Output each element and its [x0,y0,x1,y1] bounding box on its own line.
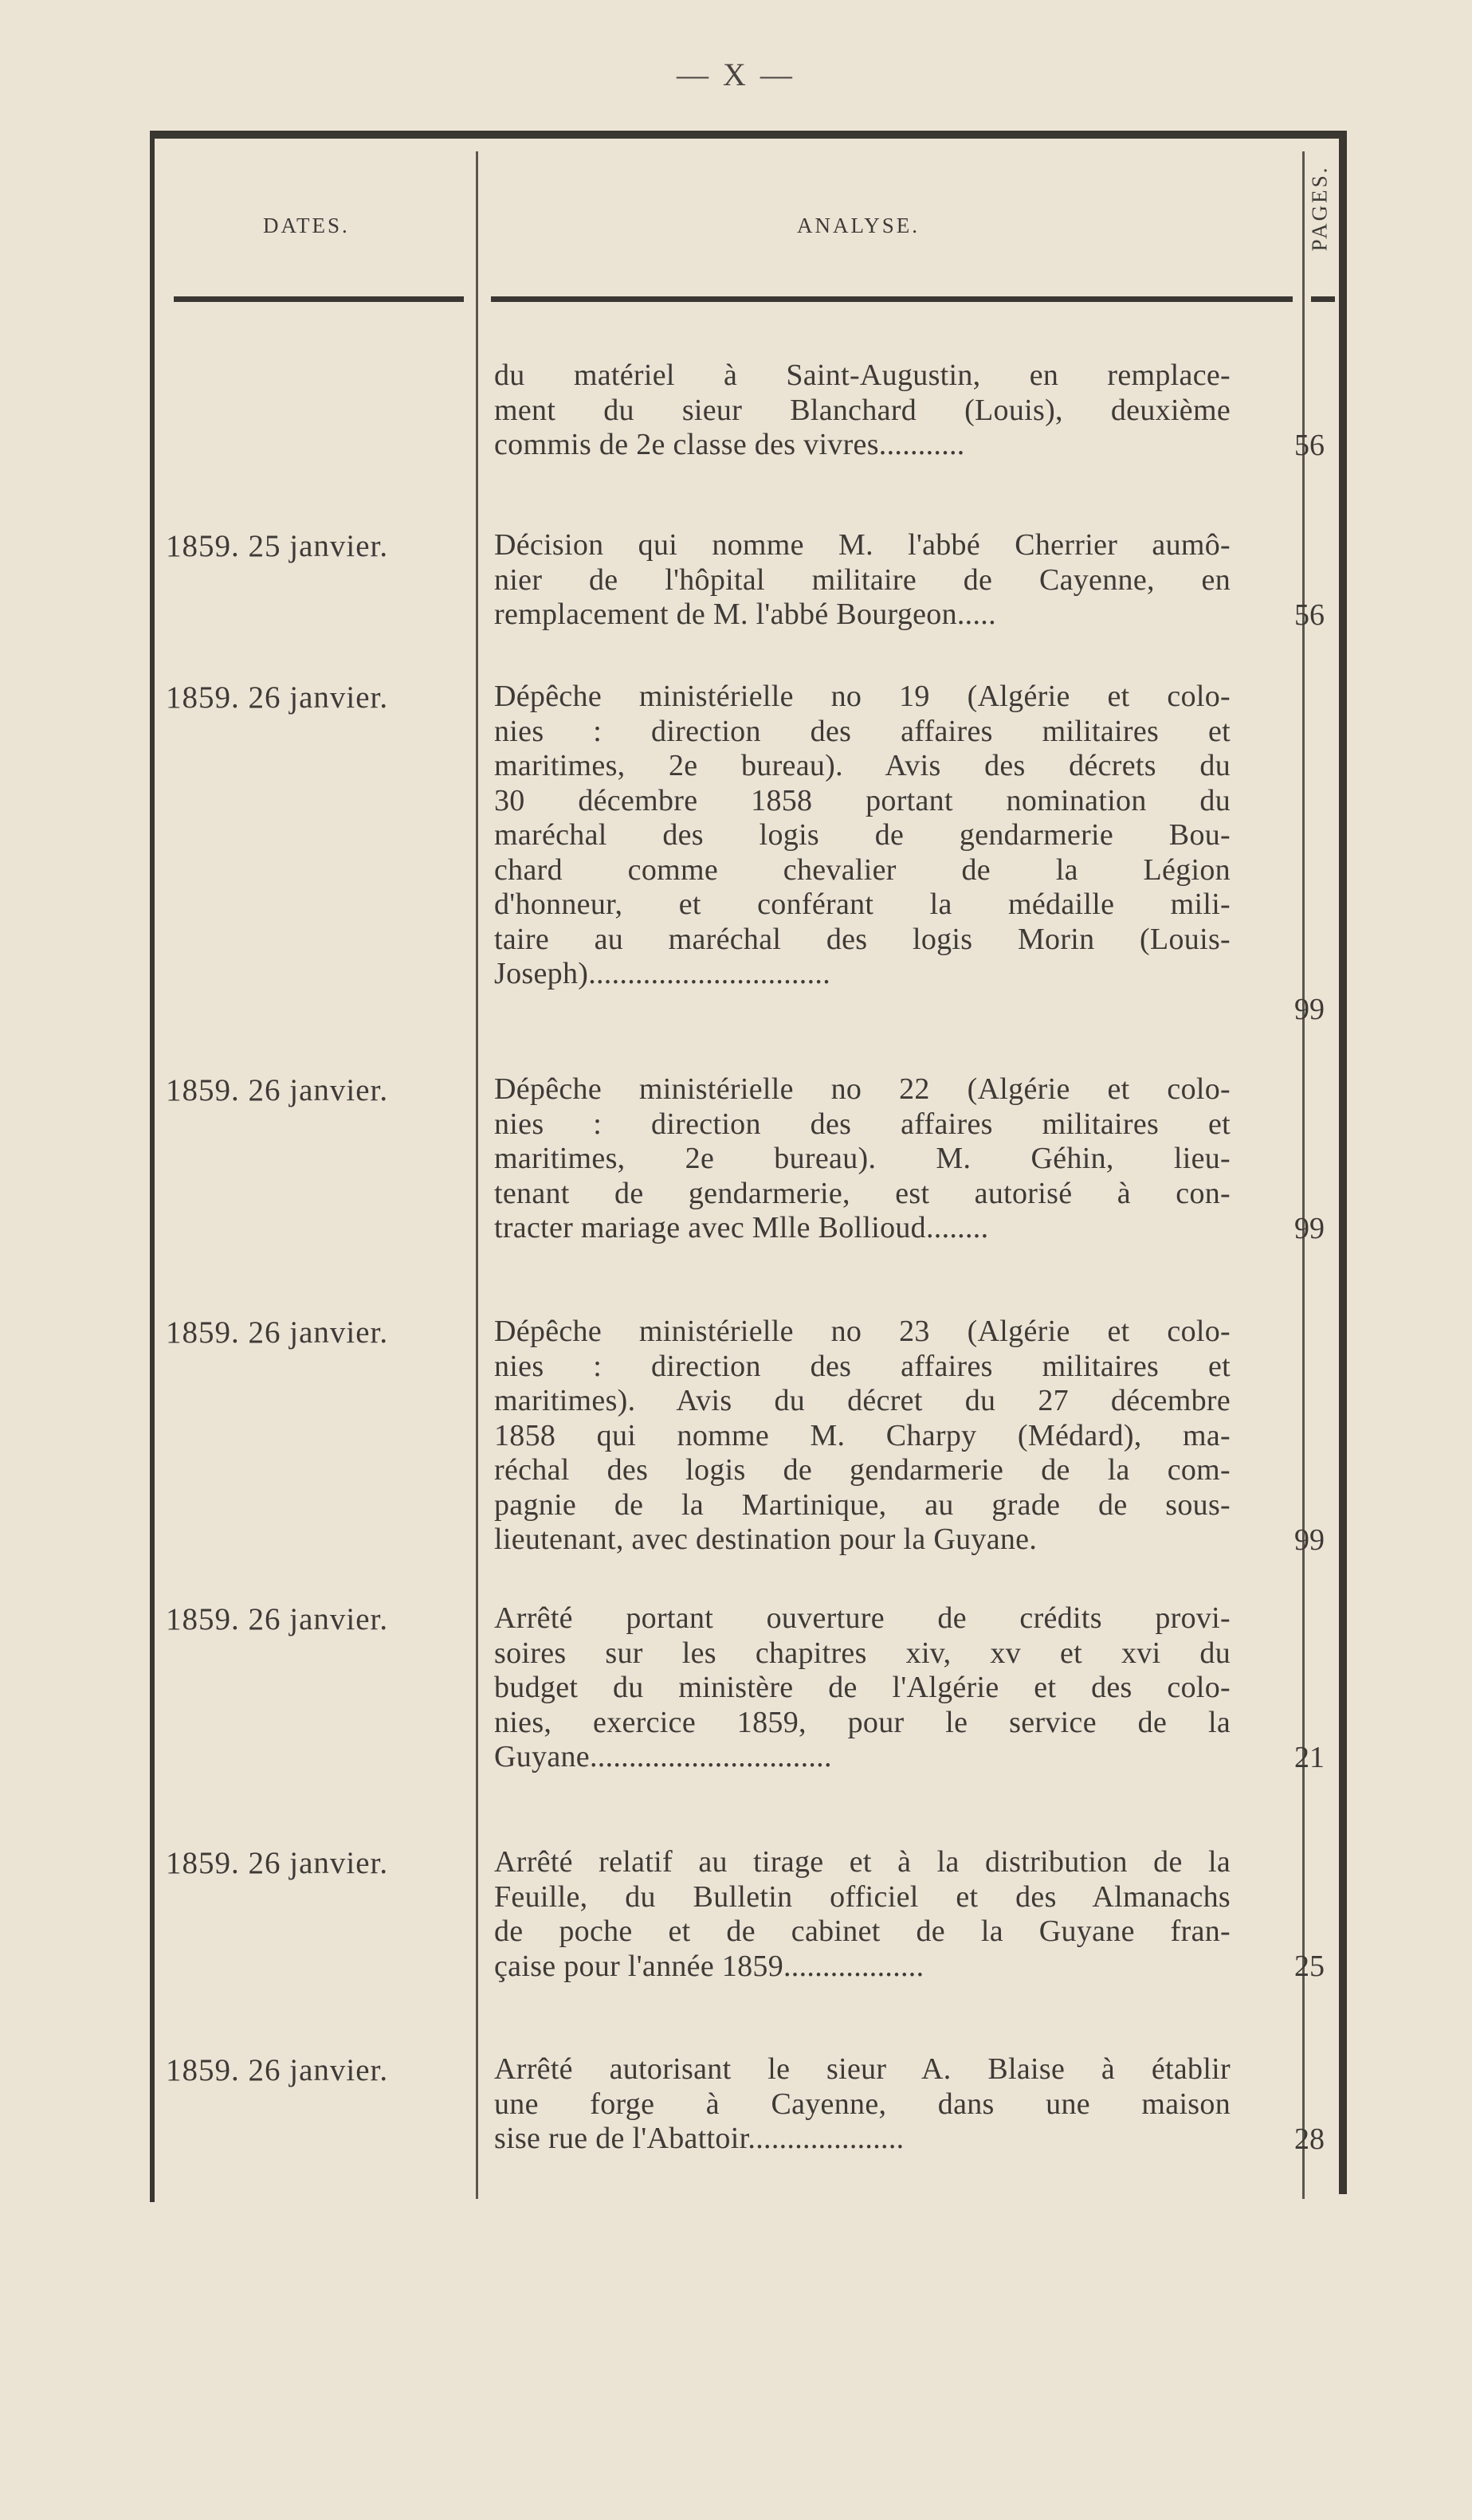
header-rule-analyse [491,296,1293,302]
entry-date: 1859. 26 janvier. [166,1602,389,1636]
header-analyse: ANALYSE. [797,214,920,237]
entry-page: 28 [1294,2122,1325,2156]
page-number: — X — [677,57,795,92]
entry-analysis: Dépêche ministérielle no 23 (Algérie et colo- nies : direction des affaires militaires et maritimes). Avis du décret du 27 décembre 1858 qui nomme M. Charpy (Médard), ma- réchal des logis de gendarmerie de la com- pagnie de la Martinique, au grade de sous- lieutenant, avec destination pour la Guyane. [494,1315,1231,1556]
entry-date: 1859. 26 janvier. [166,1846,389,1880]
entry-analysis: du matériel à Saint-Augustin, en remplace- ment du sieur Blanchard (Louis), deuxième commis de 2e classe des vivres........... [494,359,1231,461]
header-rule-pages [1311,296,1335,302]
entry-date: 1859. 26 janvier. [166,1315,389,1350]
entry-page: 99 [1294,1523,1325,1557]
entry-page: 25 [1294,1950,1325,1983]
entry-page: 56 [1294,429,1325,462]
entry-analysis: Arrêté portant ouverture de crédits provi- soires sur les chapitres xiv, xv et xvi du budget du ministère de l'Algérie et des colo- nies, exercice 1859, pour le service de la Guyane............................... [494,1601,1231,1773]
entry-analysis: Dépêche ministérielle no 19 (Algérie et colo- nies : direction des affaires militaires et maritimes, 2e bureau). Avis des décrets du 30 décembre 1858 portant nomination du maréchal des logis de gendarmerie Bou- chard comme chevalier de la Légion d'honneur, et conférant la médaille mili- taire au maréchal des logis Morin (Louis- Joseph)............................... [494,680,1231,990]
entry-analysis: Décision qui nomme M. l'abbé Cherrier aumô- nier de l'hôpital militaire de Cayenne, en remplacement de M. l'abbé Bourgeon..... [494,528,1231,631]
entry-page: 99 [1294,1212,1325,1245]
header-rule-dates [174,296,464,302]
column-divider-dates [476,151,478,2199]
entry-analysis: Arrêté relatif au tirage et à la distribution de la Feuille, du Bulletin officiel et des Almanachs de poche et de cabinet de la Guyane fran- çaise pour l'année 1859.................. [494,1845,1231,1983]
entry-page: 21 [1294,1741,1325,1774]
table-top-border [150,131,1347,139]
header-dates: DATES. [263,214,350,237]
entry-analysis: Dépêche ministérielle no 22 (Algérie et colo- nies : direction des affaires militaires et maritimes, 2e bureau). M. Géhin, lieu- tenant de gendarmerie, est autorisé à con- tracter mariage avec Mlle Bollioud........ [494,1072,1231,1244]
entry-date: 1859. 26 janvier. [166,680,389,715]
entry-page: 99 [1294,993,1325,1026]
entry-date: 1859. 26 janvier. [166,1073,389,1107]
entry-analysis: Arrêté autorisant le sieur A. Blaise à établir une forge à Cayenne, dans une maison sise rue de l'Abattoir.................... [494,2052,1231,2155]
table-left-border [150,131,155,2202]
header-pages: PAGES. [1307,165,1332,252]
table-right-border [1339,131,1347,2194]
entry-date: 1859. 25 janvier. [166,529,389,563]
entry-page: 56 [1294,598,1325,632]
entry-date: 1859. 26 janvier. [166,2053,389,2087]
